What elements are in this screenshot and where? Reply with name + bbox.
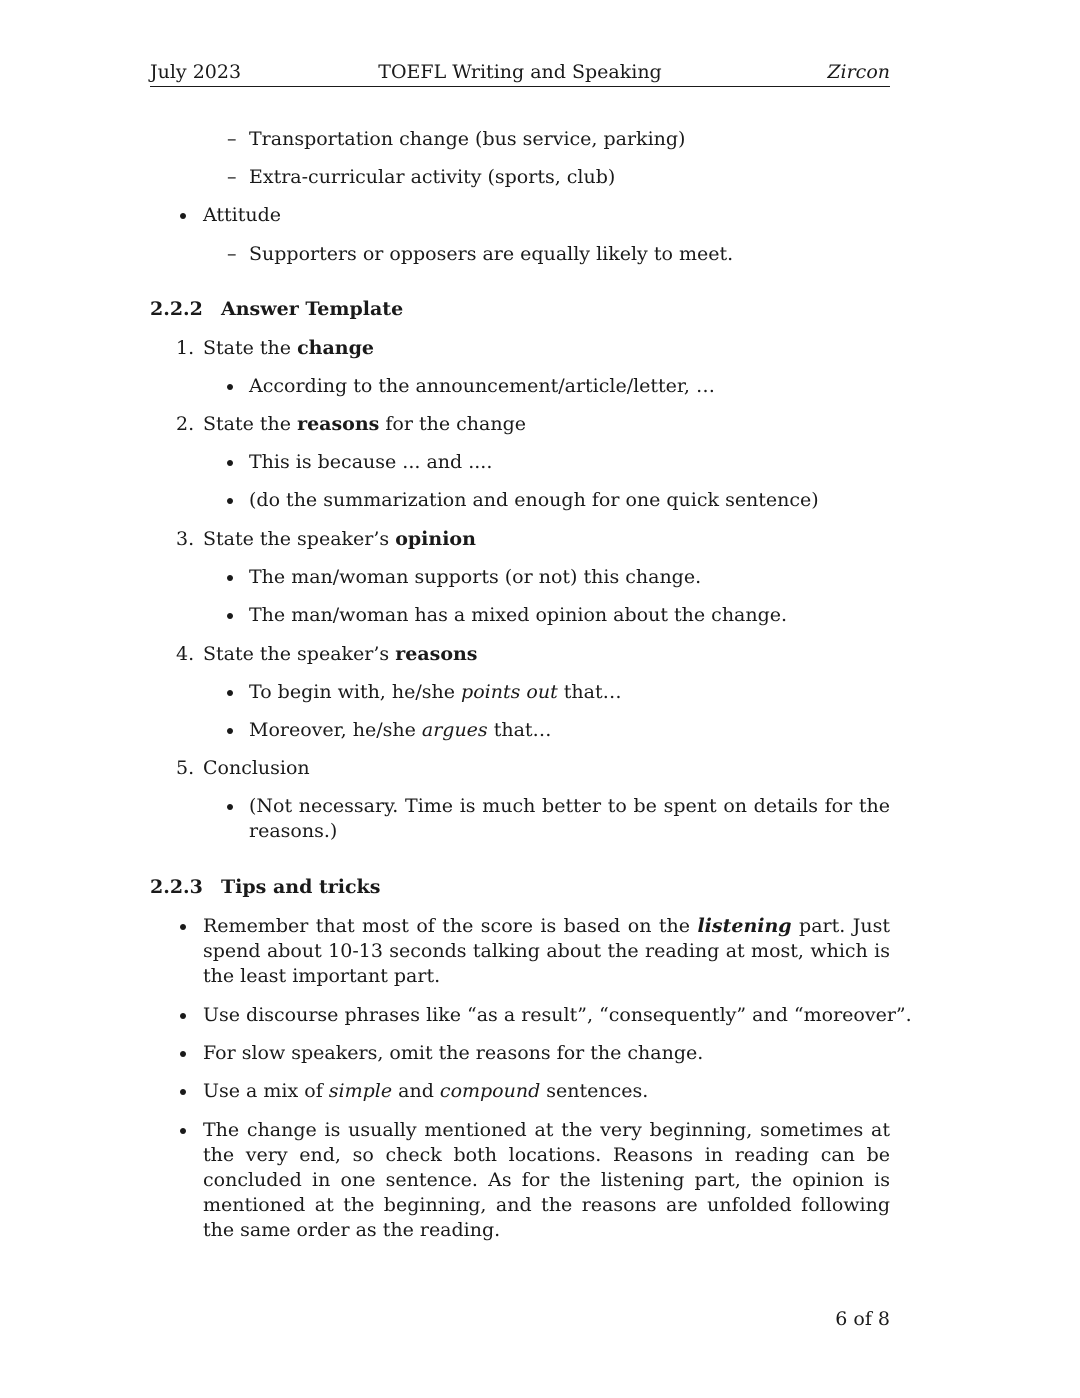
list-item: State the speaker’s reasons	[203, 643, 478, 665]
dash-marker: –	[227, 166, 237, 188]
list-item: Conclusion	[203, 757, 310, 779]
header-date: July 2023	[150, 61, 242, 83]
list-number: 2.	[176, 413, 195, 435]
list-item: Attitude	[203, 204, 282, 226]
bullet-icon	[227, 384, 233, 390]
list-item: Use a mix of simple and compound sentences.	[203, 1080, 649, 1102]
list-item: The man/woman supports (or not) this change.	[249, 566, 702, 588]
list-item: The change is usually mentioned at the very beginning, sometimes at the very end, so check both locations. Reasons in reading can be concluded in one sentence. As for the listening part, the opinion is mentioned at the beginning, and the reasons are unfolded following the same order as the reading.	[203, 1119, 890, 1241]
section-title: Tips and tricks	[221, 876, 381, 898]
list-item: Supporters or opposers are equally likely to meet.	[249, 243, 734, 265]
header-author: Zircon	[827, 61, 890, 83]
bullet-icon	[180, 924, 186, 930]
page-number: 6 of 8	[835, 1308, 890, 1330]
list-item: State the reasons for the change	[203, 413, 526, 435]
list-item: State the change	[203, 337, 374, 359]
section-number: 2.2.2	[150, 298, 203, 320]
section-number: 2.2.3	[150, 876, 203, 898]
list-item: This is because ... and ....	[249, 451, 493, 473]
list-number: 1.	[176, 337, 195, 359]
list-item: The man/woman has a mixed opinion about the change.	[249, 604, 788, 626]
list-item: Moreover, he/she argues that…	[249, 719, 552, 741]
running-header	[150, 58, 890, 87]
list-item: For slow speakers, omit the reasons for the change.	[203, 1042, 704, 1064]
list-number: 4.	[176, 643, 195, 665]
list-item: State the speaker’s opinion	[203, 528, 476, 550]
list-item: To begin with, he/she points out that…	[249, 681, 622, 703]
list-item: Extra-curricular activity (sports, club)	[249, 166, 616, 188]
bullet-icon	[227, 613, 233, 619]
bullet-icon	[180, 213, 186, 219]
bullet-icon	[227, 498, 233, 504]
bullet-icon	[180, 1013, 186, 1019]
list-item: (Not necessary. Time is much better to be spent on details for the reasons.)	[249, 795, 890, 842]
list-item: Transportation change (bus service, parking)	[249, 128, 686, 150]
header-title: TOEFL Writing and Speaking	[378, 61, 662, 83]
list-item: Use discourse phrases like “as a result”, “consequently” and “moreover”.	[203, 1004, 912, 1026]
dash-marker: –	[227, 243, 237, 265]
section-title: Answer Template	[221, 298, 404, 320]
list-item: Remember that most of the score is based on the listening part. Just spend about 10-13 seconds talking about the reading at most, which is the least important part.	[203, 915, 890, 987]
document-page	[150, 0, 912, 1398]
bullet-icon	[180, 1051, 186, 1057]
bullet-icon	[227, 460, 233, 466]
list-item: (do the summarization and enough for one quick sentence)	[249, 489, 819, 511]
bullet-icon	[180, 1089, 186, 1095]
dash-marker: –	[227, 128, 237, 150]
bullet-icon	[227, 804, 233, 810]
bullet-icon	[227, 575, 233, 581]
list-number: 5.	[176, 757, 195, 779]
bullet-icon	[227, 690, 233, 696]
bullet-icon	[180, 1128, 186, 1134]
list-item: According to the announcement/article/letter, …	[249, 375, 716, 397]
bullet-icon	[227, 728, 233, 734]
list-number: 3.	[176, 528, 195, 550]
